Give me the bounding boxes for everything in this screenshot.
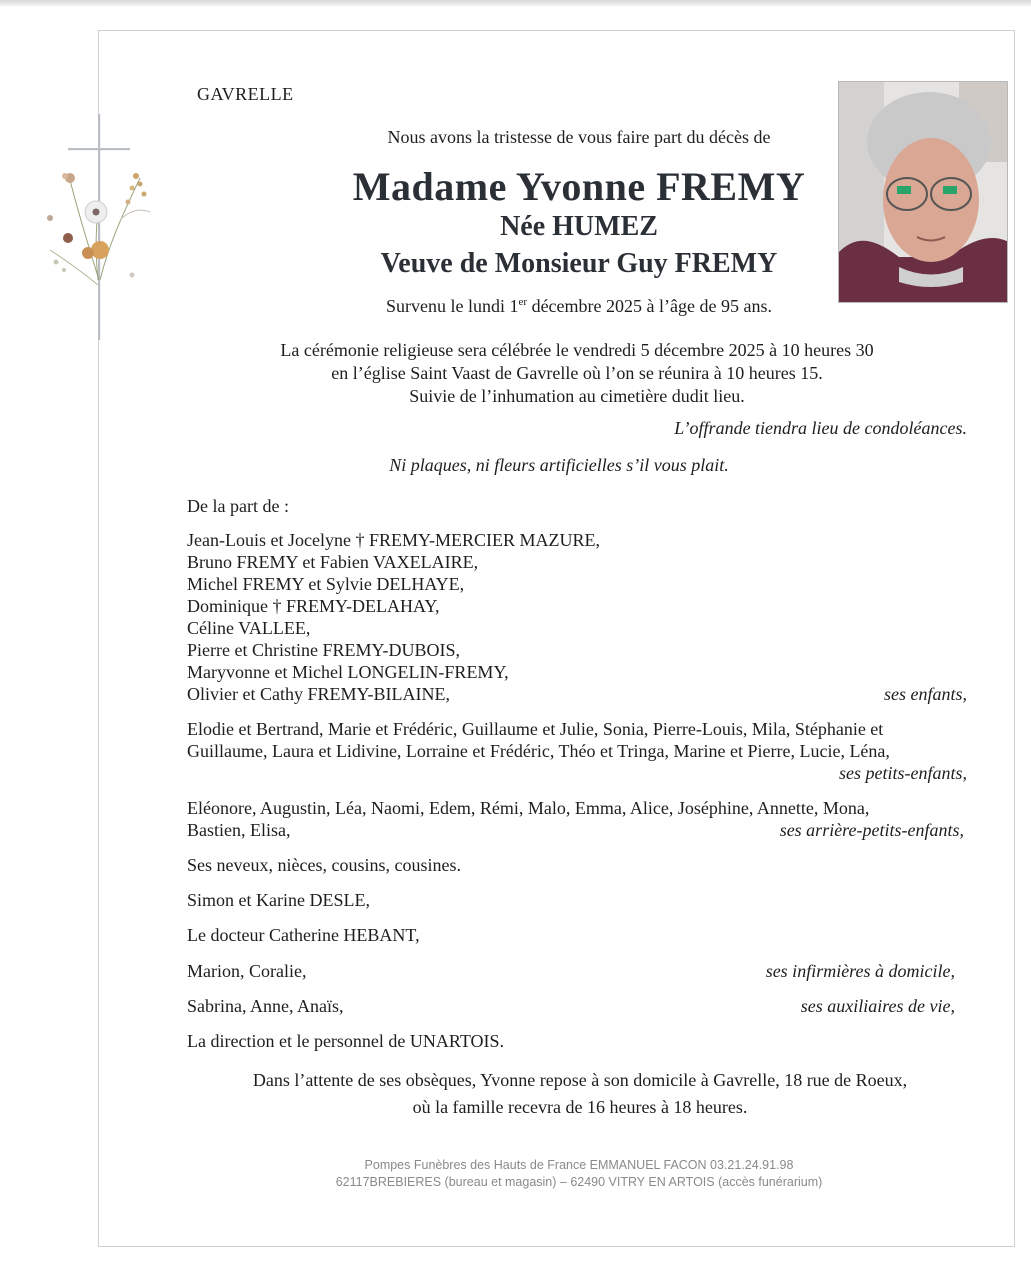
ceremony-line: en l’église Saint Vaast de Gavrelle où l’on se réunira à 10 heures 15. bbox=[331, 363, 823, 383]
list-item: Bruno FREMY et Fabien VAXELAIRE, bbox=[187, 552, 479, 572]
funeral-home-footer bbox=[180, 1157, 978, 1191]
ceremony-details bbox=[170, 339, 984, 408]
cross-icon bbox=[68, 114, 130, 340]
death-date-ordinal: er bbox=[518, 296, 528, 308]
list-item: Elodie et Bertrand, Marie et Frédéric, Guillaume et Julie, Sonia, Pierre-Louis, Mila, Stéphanie et bbox=[187, 719, 884, 739]
friends-line: Simon et Karine DESLE, bbox=[187, 890, 370, 910]
relatives-line: Ses neveux, nièces, cousins, cousines. bbox=[187, 855, 461, 875]
nurses-label: ses infirmières à domicile, bbox=[765, 961, 955, 981]
grandchildren-label: ses petits-enfants, bbox=[839, 763, 967, 783]
great-grandchildren-list bbox=[187, 797, 967, 841]
children-list bbox=[187, 529, 967, 705]
widow-of: Veuve de Monsieur Guy FREMY bbox=[380, 248, 778, 279]
list-item: Bastien, Elisa, bbox=[187, 820, 291, 840]
closing-line: où la famille recevra de 16 heures à 18 heures. bbox=[412, 1097, 748, 1117]
announcement-intro: Nous avons la tristesse de vous faire part du décès de bbox=[387, 127, 771, 147]
deceased-name: Madame Yvonne FREMY bbox=[352, 164, 806, 209]
list-item: Pierre et Christine FREMY-DUBOIS, bbox=[187, 640, 460, 660]
staff-line: La direction et le personnel de UNARTOIS. bbox=[187, 1031, 505, 1051]
children-label: ses enfants, bbox=[884, 684, 967, 704]
town-name: GAVRELLE bbox=[197, 84, 294, 104]
nurses-names: Marion, Coralie, bbox=[187, 961, 307, 981]
list-item: Guillaume, Laura et Lidivine, Lorraine et Frédéric, Théo et Tringa, Marine et Pierre, Lucie, Léna, bbox=[187, 741, 890, 761]
page-top-edge bbox=[0, 0, 1031, 6]
aides-names: Sabrina, Anne, Anaïs, bbox=[187, 996, 344, 1016]
ceremony-line: La cérémonie religieuse sera célébrée le vendredi 5 décembre 2025 à 10 heures 30 bbox=[280, 340, 874, 360]
list-item: Maryvonne et Michel LONGELIN-FREMY, bbox=[187, 662, 509, 682]
family-intro: De la part de : bbox=[187, 496, 289, 516]
list-item: Eléonore, Augustin, Léa, Naomi, Edem, Rémi, Malo, Emma, Alice, Joséphine, Annette, Mona, bbox=[187, 798, 870, 818]
ceremony-line: Suivie de l’inhumation au cimetière dudit lieu. bbox=[409, 386, 745, 406]
closing-line: Dans l’attente de ses obsèques, Yvonne repose à son domicile à Gavrelle, 18 rue de Roeux, bbox=[252, 1070, 908, 1090]
no-flowers-note: Ni plaques, ni fleurs artificielles s’il vous plait. bbox=[389, 455, 729, 475]
footer-line: Pompes Funèbres des Hauts de France EMMANUEL FACON 03.21.24.91.98 bbox=[364, 1158, 794, 1172]
list-item: Michel FREMY et Sylvie DELHAYE, bbox=[187, 574, 465, 594]
death-date bbox=[180, 296, 978, 317]
aides-row bbox=[187, 995, 967, 1017]
closing-info bbox=[160, 1067, 1000, 1121]
aides-label: ses auxiliaires de vie, bbox=[800, 996, 955, 1016]
offering-note: L’offrande tiendra lieu de condoléances. bbox=[674, 418, 967, 438]
list-item: Olivier et Cathy FREMY-BILAINE, bbox=[187, 684, 450, 704]
list-item: Jean-Louis et Jocelyne † FREMY-MERCIER MAZURE, bbox=[187, 530, 600, 550]
great-grandchildren-label: ses arrière-petits-enfants, bbox=[779, 820, 964, 840]
cross-flowers-decoration bbox=[40, 110, 165, 345]
death-date-prefix: Survenu le lundi 1 bbox=[386, 296, 519, 316]
grandchildren-list bbox=[187, 718, 967, 784]
list-item: Céline VALLEE, bbox=[187, 618, 311, 638]
doctor-line: Le docteur Catherine HEBANT, bbox=[187, 925, 420, 945]
death-date-suffix: décembre 2025 à l’âge de 95 ans. bbox=[527, 296, 772, 316]
nurses-row bbox=[187, 960, 967, 982]
list-item: Dominique † FREMY-DELAHAY, bbox=[187, 596, 440, 616]
maiden-name: Née HUMEZ bbox=[500, 211, 658, 242]
footer-line: 62117BREBIERES (bureau et magasin) – 62490 VITRY EN ARTOIS (accès funérarium) bbox=[335, 1175, 823, 1189]
